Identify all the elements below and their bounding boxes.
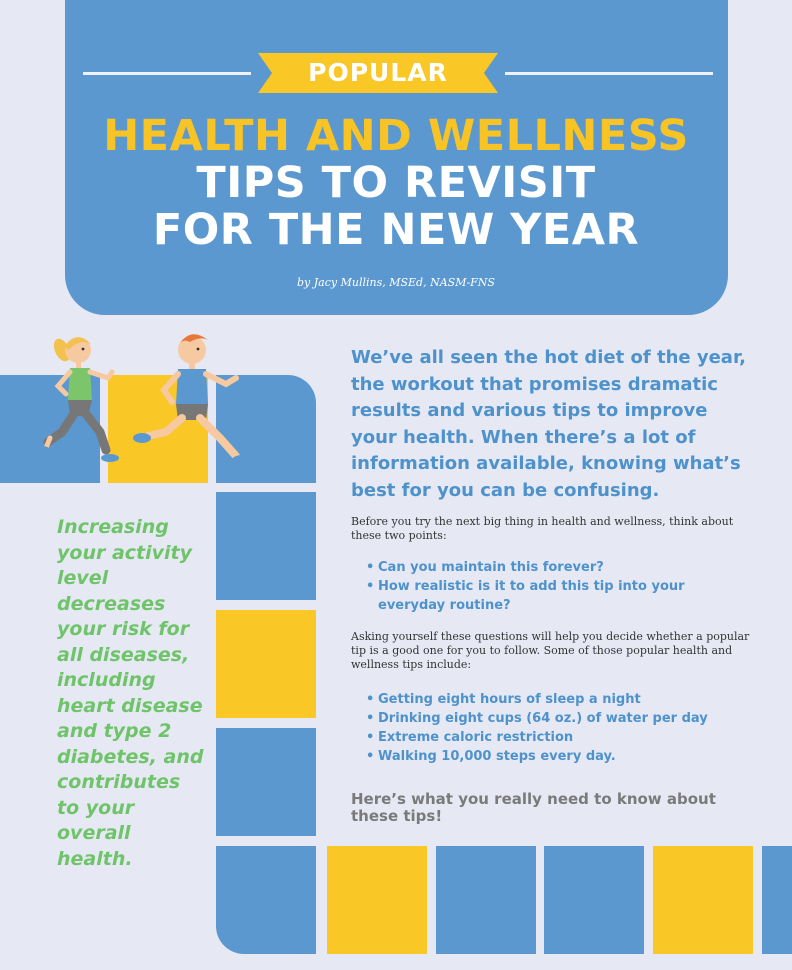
bullet-icon: • bbox=[366, 692, 375, 707]
headline-line-2: TIPS TO REVISIT bbox=[196, 158, 596, 208]
bullet-icon: • bbox=[366, 730, 375, 745]
runners-illustration bbox=[40, 320, 280, 480]
list-item: • Drinking eight cups (64 oz.) of water per day bbox=[366, 711, 708, 726]
board-tile bbox=[216, 492, 316, 600]
tips-list bbox=[366, 690, 746, 766]
list-item: • How realistic is it to add this tip into your everyday routine? bbox=[366, 579, 685, 613]
male-runner-icon bbox=[133, 334, 252, 465]
headline-line-3: FOR THE NEW YEAR bbox=[152, 205, 640, 255]
board-tile bbox=[216, 728, 316, 836]
header-rule-right bbox=[505, 72, 713, 75]
list-item: • Getting eight hours of sleep a night bbox=[366, 692, 641, 707]
intro-paragraph: We’ve all seen the hot diet of the year, the workout that promises dramatic results and various tips to improve your health. When there’s a lot of information available, knowing what’s best for you can be confusing. bbox=[351, 347, 747, 501]
bullet-icon: • bbox=[366, 560, 375, 575]
board-tile bbox=[436, 846, 536, 954]
list-item: • Extreme caloric restriction bbox=[366, 730, 574, 745]
bullet-icon: • bbox=[366, 579, 375, 594]
questions-list bbox=[366, 558, 726, 615]
kicker-text: POPULAR bbox=[308, 58, 448, 87]
list-item: • Can you maintain this forever? bbox=[366, 560, 604, 575]
headline-line-1: HEALTH AND WELLNESS bbox=[103, 111, 689, 161]
closing-line: Here’s what you really need to know about these tips! bbox=[351, 790, 716, 825]
pull-quote: Increasing your activity level decreases your risk for all diseases, including heart disease and type 2 diabetes, and contributes to your overall health. bbox=[57, 516, 204, 870]
bullet-icon: • bbox=[366, 749, 375, 764]
header-rule-left bbox=[83, 72, 251, 75]
board-tile bbox=[762, 846, 792, 954]
board-tile bbox=[216, 610, 316, 718]
body-paragraph-2: Asking yourself these questions will help you decide whether a popular tip is a good one for you to follow. Some of those popular health and wellness tips include: bbox=[351, 630, 750, 671]
board-tile bbox=[216, 846, 316, 954]
byline: by Jacy Mullins, MSEd, NASM-FNS bbox=[297, 276, 495, 289]
board-tile bbox=[327, 846, 427, 954]
body-paragraph-1: Before you try the next big thing in health and wellness, think about these two points: bbox=[351, 515, 734, 542]
list-item: • Walking 10,000 steps every day. bbox=[366, 749, 616, 764]
bullet-icon: • bbox=[366, 711, 375, 726]
board-tile bbox=[544, 846, 644, 954]
board-tile bbox=[653, 846, 753, 954]
female-runner-icon bbox=[40, 336, 119, 462]
